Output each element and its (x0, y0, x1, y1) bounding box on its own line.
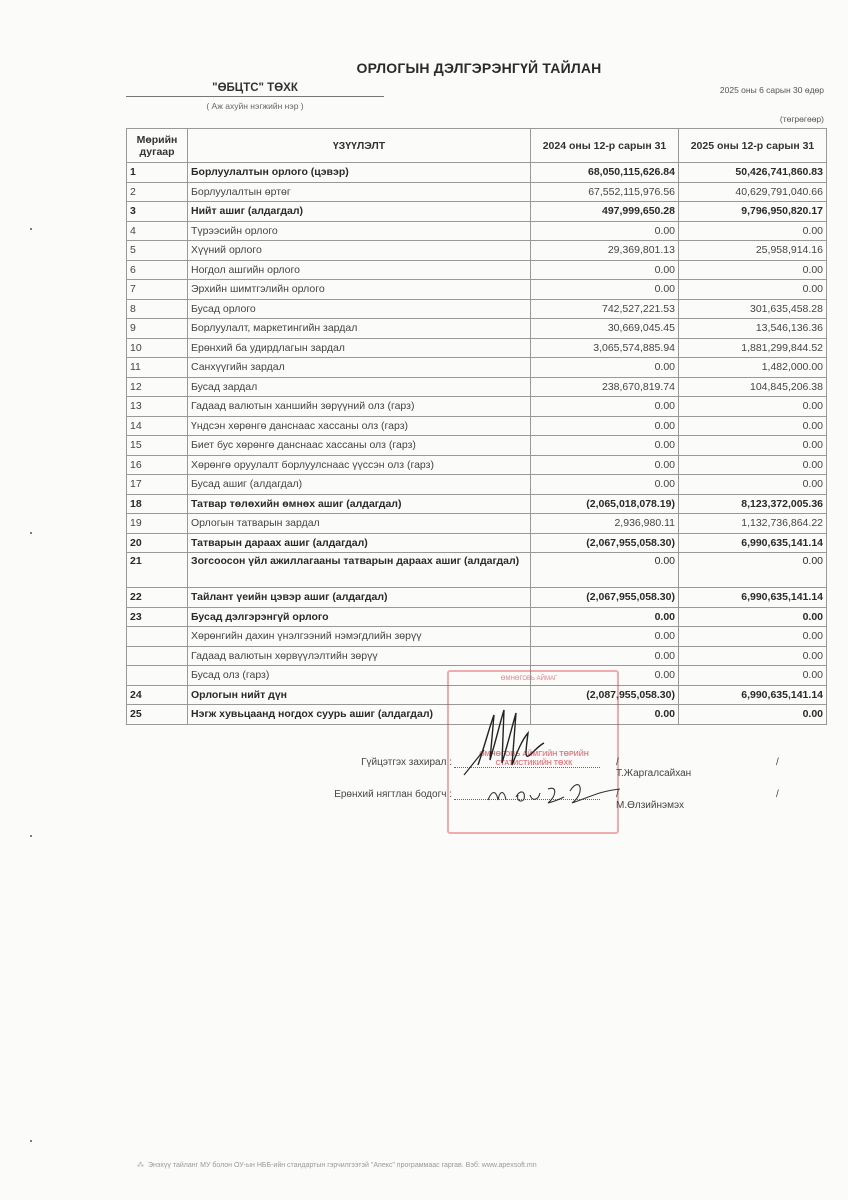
row-label: Гадаад валютын хөрвүүлэлтийн зөрүү (188, 646, 531, 666)
table-row (127, 416, 827, 436)
value-2024: 0.00 (531, 358, 679, 378)
table-row (127, 260, 827, 280)
company-name: "ӨБЦТС" ТӨХК (126, 82, 384, 97)
income-statement-table (126, 128, 827, 725)
value-2025: 0.00 (679, 397, 827, 417)
row-label: Татварын дараах ашиг (алдагдал) (188, 533, 531, 553)
value-2024: 0.00 (531, 397, 679, 417)
row-number (127, 627, 188, 647)
table-row (127, 627, 827, 647)
value-2025: 6,990,635,141.14 (679, 685, 827, 705)
handwritten-signature (460, 705, 630, 815)
row-number: 16 (127, 455, 188, 475)
row-label: Бусад дэлгэрэнгүй орлого (188, 607, 531, 627)
report-date: 2025 оны 6 сарын 30 өдөр (719, 85, 824, 95)
row-number (127, 666, 188, 686)
row-label: Биет бус хөрөнгө данснаас хассаны олз (гарз) (188, 436, 531, 456)
scan-speck (30, 1140, 32, 1142)
signature-end-slash: / (776, 789, 779, 800)
value-2024: 0.00 (531, 221, 679, 241)
value-2025: 0.00 (679, 280, 827, 300)
value-2024: (2,087,955,058.30) (531, 685, 679, 705)
signer-name: / М.Өлзийнэмэх (616, 789, 684, 811)
value-2025: 25,958,914.16 (679, 241, 827, 261)
row-label: Нэгж хувьцаанд ногдох суурь ашиг (алдагдал) (188, 705, 531, 725)
header-indicator: ҮЗҮҮЛЭЛТ (188, 129, 531, 163)
value-2024: 0.00 (531, 705, 679, 725)
row-number: 3 (127, 202, 188, 222)
table-row (127, 299, 827, 319)
row-number: 20 (127, 533, 188, 553)
value-2025: 0.00 (679, 646, 827, 666)
row-number: 21 (127, 553, 188, 588)
row-label: Орлогын татварын зардал (188, 514, 531, 534)
value-2025: 50,426,741,860.83 (679, 163, 827, 183)
table-row (127, 163, 827, 183)
footer-text: Энэхүү тайланг МУ болон ОУ-ын НББ-ийн стандартын гэрчилгээтэй "Апекс" программаас гаргав. Вэб: www.apexsoft.mn (148, 1162, 537, 1169)
row-label: Нийт ашиг (алдагдал) (188, 202, 531, 222)
table-row (127, 377, 827, 397)
table-row (127, 202, 827, 222)
row-label: Борлуулалт, маркетингийн зардал (188, 319, 531, 339)
scan-speck (30, 532, 32, 534)
table-row (127, 588, 827, 608)
value-2025: 40,629,791,040.66 (679, 182, 827, 202)
row-label: Ерөнхий ба удирдлагын зардал (188, 338, 531, 358)
value-2025: 0.00 (679, 455, 827, 475)
value-2024: 0.00 (531, 646, 679, 666)
value-2024: 29,369,801.13 (531, 241, 679, 261)
value-2024: 68,050,115,626.84 (531, 163, 679, 183)
table-row (127, 397, 827, 417)
row-number: 15 (127, 436, 188, 456)
value-2024: 0.00 (531, 436, 679, 456)
report-title: ОРЛОГЫН ДЭЛГЭРЭНГҮЙ ТАЙЛАН (356, 60, 602, 76)
value-2024: 0.00 (531, 627, 679, 647)
row-number: 19 (127, 514, 188, 534)
row-number: 11 (127, 358, 188, 378)
currency-unit: (төгрөгөөр) (779, 114, 824, 124)
row-number: 5 (127, 241, 188, 261)
value-2025: 8,123,372,005.36 (679, 494, 827, 514)
value-2025: 0.00 (679, 607, 827, 627)
header-2024: 2024 оны 12-р сарын 31 (531, 129, 679, 163)
row-label: Хүүний орлого (188, 241, 531, 261)
row-number: 10 (127, 338, 188, 358)
row-label: Бусад олз (гарз) (188, 666, 531, 686)
header-row-number: Мөрийн дугаар (127, 129, 188, 163)
row-number: 14 (127, 416, 188, 436)
value-2024: 742,527,221.53 (531, 299, 679, 319)
row-label: Эрхийн шимтгэлийн орлого (188, 280, 531, 300)
row-number: 18 (127, 494, 188, 514)
value-2025: 0.00 (679, 436, 827, 456)
table-row (127, 514, 827, 534)
value-2025: 104,845,206.38 (679, 377, 827, 397)
row-label: Бусад ашиг (алдагдал) (188, 475, 531, 495)
value-2025: 1,132,736,864.22 (679, 514, 827, 534)
value-2025: 6,990,635,141.14 (679, 588, 827, 608)
row-label: Тайлант үеийн цэвэр ашиг (алдагдал) (188, 588, 531, 608)
signer-role: Ерөнхий нягтлан бодогч : (334, 789, 452, 800)
table-row (127, 338, 827, 358)
footer-note (137, 1161, 537, 1169)
value-2024: (2,067,955,058.30) (531, 533, 679, 553)
row-number: 23 (127, 607, 188, 627)
row-number: 12 (127, 377, 188, 397)
scan-speck (30, 835, 32, 837)
row-number: 7 (127, 280, 188, 300)
table-row (127, 319, 827, 339)
row-label: Ногдол ашгийн орлого (188, 260, 531, 280)
table-row (127, 182, 827, 202)
table-row (127, 494, 827, 514)
row-number: 2 (127, 182, 188, 202)
value-2025: 1,881,299,844.52 (679, 338, 827, 358)
row-number: 17 (127, 475, 188, 495)
value-2025: 0.00 (679, 416, 827, 436)
row-label: Борлуулалтын орлого (цэвэр) (188, 163, 531, 183)
row-label: Зогсоосон үйл ажиллагааны татварын дараах ашиг (алдагдал) (188, 553, 531, 588)
row-label: Түрээсийн орлого (188, 221, 531, 241)
value-2025: 301,635,458.28 (679, 299, 827, 319)
value-2025: 0.00 (679, 475, 827, 495)
scan-speck (30, 228, 32, 230)
row-label: Хөрөнгө оруулалт борлуулснаас үүссэн олз (гарз) (188, 455, 531, 475)
value-2025: 13,546,136.36 (679, 319, 827, 339)
value-2024: 0.00 (531, 455, 679, 475)
signer-name: / Т.Жаргалсайхан (616, 757, 692, 779)
value-2024: 238,670,819.74 (531, 377, 679, 397)
table-row (127, 646, 827, 666)
row-number: 8 (127, 299, 188, 319)
row-number: 22 (127, 588, 188, 608)
value-2024: 0.00 (531, 553, 679, 588)
signer-role: Гүйцэтгэх захирал : (361, 757, 452, 768)
table-row (127, 455, 827, 475)
table-row (127, 553, 827, 588)
stamp-center-text: ӨМНӨГОВЬ АЙМГИЙН ТӨРИЙН СТАТИСТИКИЙН ТӨХК (479, 751, 589, 767)
value-2024: 30,669,045.45 (531, 319, 679, 339)
table-row (127, 475, 827, 495)
row-number: 25 (127, 705, 188, 725)
value-2024: 497,999,650.28 (531, 202, 679, 222)
row-label: Гадаад валютын ханшийн зөрүүний олз (гарз) (188, 397, 531, 417)
value-2024: (2,065,018,078.19) (531, 494, 679, 514)
row-label: Татвар төлөхийн өмнөх ашиг (алдагдал) (188, 494, 531, 514)
value-2025: 0.00 (679, 705, 827, 725)
header-2025: 2025 оны 12-р сарын 31 (679, 129, 827, 163)
row-number: 6 (127, 260, 188, 280)
company-caption: ( Аж ахуйн нэгжийн нэр ) (206, 101, 304, 111)
row-number: 4 (127, 221, 188, 241)
table-row (127, 436, 827, 456)
table-header-row (127, 129, 827, 163)
value-2024: 0.00 (531, 607, 679, 627)
value-2025: 0.00 (679, 221, 827, 241)
value-2024: 0.00 (531, 280, 679, 300)
value-2025: 0.00 (679, 627, 827, 647)
table-row (127, 533, 827, 553)
value-2024: 0.00 (531, 475, 679, 495)
row-number: 24 (127, 685, 188, 705)
value-2025: 0.00 (679, 260, 827, 280)
value-2025: 0.00 (679, 666, 827, 686)
value-2024: 0.00 (531, 260, 679, 280)
value-2025: 0.00 (679, 553, 827, 588)
value-2024: 0.00 (531, 666, 679, 686)
stamp-top-text: ӨМНӨГОВЬ АЙМАГ (500, 676, 558, 682)
row-number: 1 (127, 163, 188, 183)
row-number: 9 (127, 319, 188, 339)
value-2024: 2,936,980.11 (531, 514, 679, 534)
table-row (127, 221, 827, 241)
value-2024: 67,552,115,976.56 (531, 182, 679, 202)
value-2024: (2,067,955,058.30) (531, 588, 679, 608)
row-label: Үндсэн хөрөнгө данснаас хассаны олз (гарз) (188, 416, 531, 436)
table-row (127, 241, 827, 261)
row-label: Санхүүгийн зардал (188, 358, 531, 378)
table-row (127, 358, 827, 378)
row-label: Бусад зардал (188, 377, 531, 397)
table-row (127, 280, 827, 300)
value-2024: 0.00 (531, 416, 679, 436)
row-number (127, 646, 188, 666)
value-2025: 6,990,635,141.14 (679, 533, 827, 553)
value-2025: 9,796,950,820.17 (679, 202, 827, 222)
apex-logo-icon: ⁂ (137, 1162, 144, 1169)
value-2025: 1,482,000.00 (679, 358, 827, 378)
row-label: Орлогын нийт дүн (188, 685, 531, 705)
signature-end-slash: / (776, 757, 779, 768)
table-row (127, 607, 827, 627)
row-number: 13 (127, 397, 188, 417)
row-label: Хөрөнгийн дахин үнэлгээний нэмэгдлийн зөрүү (188, 627, 531, 647)
row-label: Борлуулалтын өртөг (188, 182, 531, 202)
value-2024: 3,065,574,885.94 (531, 338, 679, 358)
row-label: Бусад орлого (188, 299, 531, 319)
